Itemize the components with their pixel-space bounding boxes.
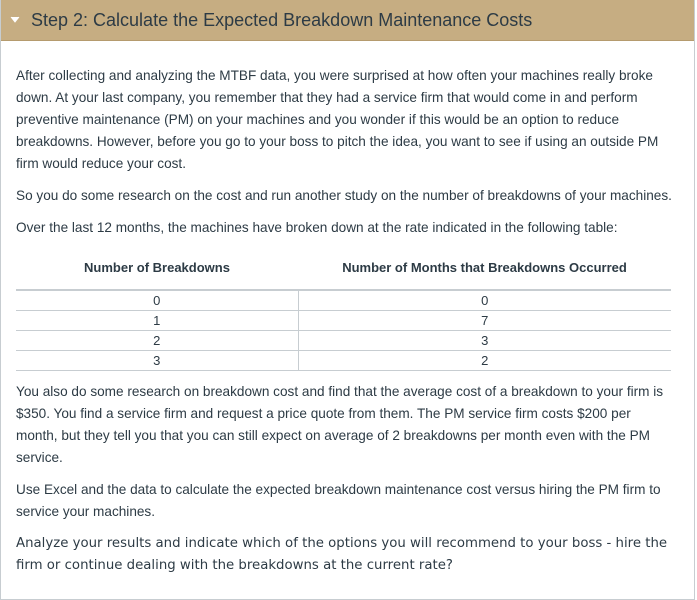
- paragraph-cost-research: You also do some research on breakdown cost and find that the average cost of a breakdown to your firm is $350. You find a service firm and request a price quote from them. The PM service firm costs $200 per month, but they tell you that you can still expect on average of 2 breakdowns per month even with the PM service.: [16, 384, 664, 465]
- table-cell-months: 3: [298, 331, 671, 351]
- table-row: [16, 311, 671, 331]
- column-header-months: Number of Months that Breakdowns Occurred: [298, 253, 671, 290]
- paragraph-excel-task: Use Excel and the data to calculate the expected breakdown maintenance cost versus hiring the PM firm to service your machines.: [16, 482, 661, 519]
- table-cell-breakdowns: 3: [16, 351, 298, 371]
- step-2-header[interactable]: [1, 0, 694, 41]
- table-cell-breakdowns: 1: [16, 311, 298, 331]
- table-row: [16, 290, 671, 311]
- table-row: [16, 351, 671, 371]
- table-cell-months: 7: [298, 311, 671, 331]
- step-title: Step 2: Calculate the Expected Breakdown Maintenance Costs: [31, 9, 533, 30]
- table-row: [16, 331, 671, 351]
- paragraph-table-intro: Over the last 12 months, the machines have broken down at the rate indicated in the following table:: [16, 220, 618, 235]
- table-cell-months: 0: [298, 290, 671, 311]
- table-header-row: [16, 253, 671, 290]
- table-cell-breakdowns: 2: [16, 331, 298, 351]
- table-cell-months: 2: [298, 351, 671, 371]
- step-content: [1, 41, 694, 577]
- paragraph-research: So you do some research on the cost and run another study on the number of breakdowns of your machines.: [16, 188, 672, 203]
- table-cell-breakdowns: 0: [16, 290, 298, 311]
- chevron-down-icon[interactable]: [10, 16, 24, 24]
- column-header-breakdowns: Number of Breakdowns: [16, 253, 298, 290]
- paragraph-analysis-task: Analyze your results and indicate which of the options you will recommend to your boss - hire the firm or continue dealing with the breakdowns at the current rate?: [16, 536, 668, 573]
- paragraph-intro: After collecting and analyzing the MTBF data, you were surprised at how often your machines really broke down. At your last company, you remember that they had a service firm that would come in and perform preventive maintenance (PM) on your machines and you wonder if this would be an option to reduce breakdowns. However, before you go to your boss to pitch the idea, you want to see if using an outside PM firm would reduce your cost.: [16, 68, 659, 171]
- breakdown-table: [16, 253, 671, 371]
